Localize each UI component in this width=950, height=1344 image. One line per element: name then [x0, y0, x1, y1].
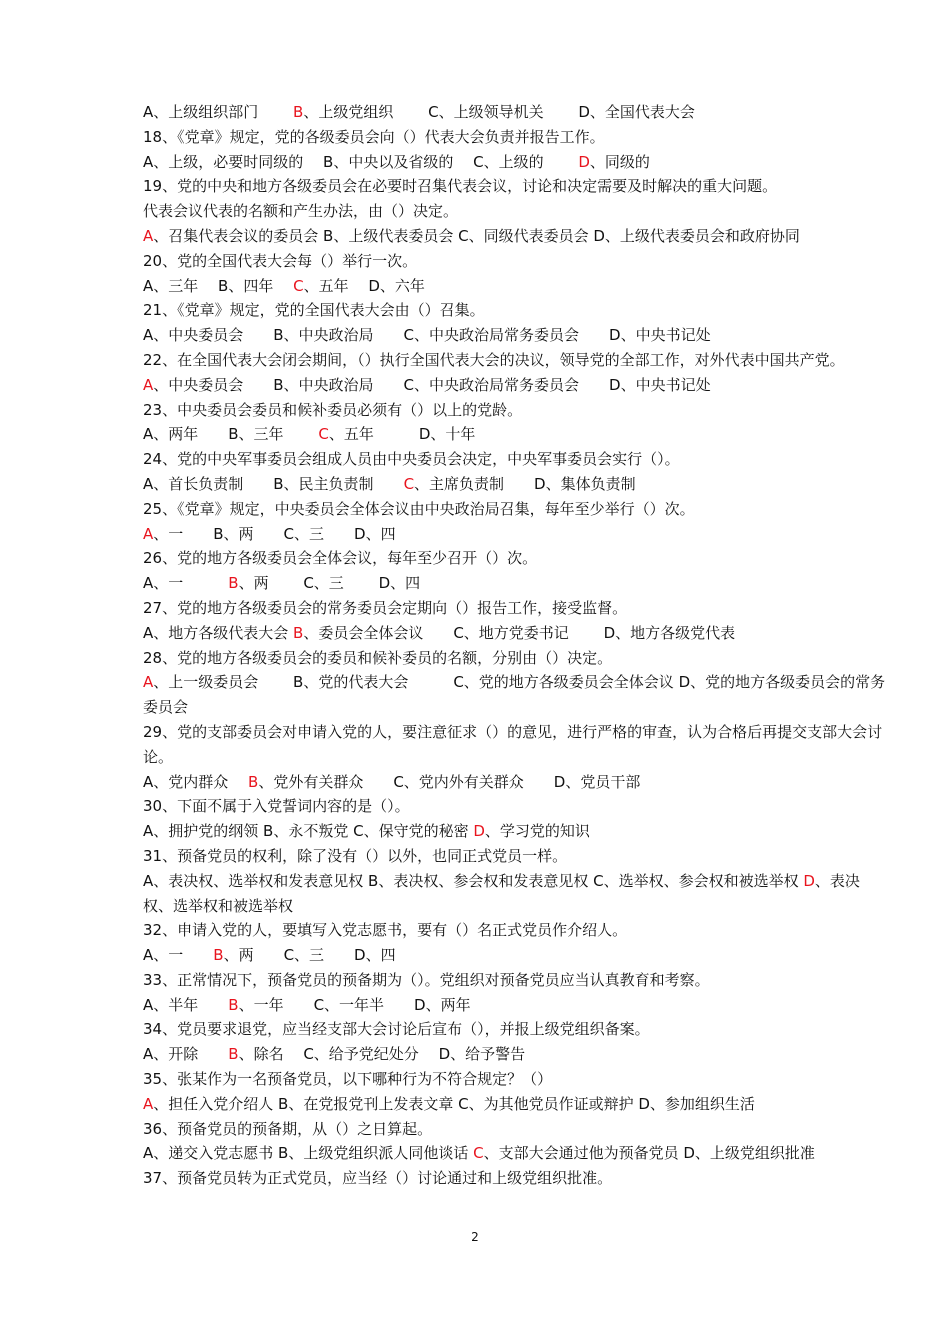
text-line: [143, 125, 888, 150]
text-line: [143, 422, 888, 447]
text-segment: 、表决权、选举权和被选举权: [143, 871, 860, 915]
answer-marker: D: [578, 152, 590, 171]
document-body: [143, 100, 888, 1191]
text-line: [143, 770, 888, 795]
text-line: [143, 546, 888, 571]
text-line: [143, 274, 888, 299]
text-segment: 、同级的: [589, 152, 650, 171]
text-segment: 、中央委员会 B、中央政治局 C、中央政治局常务委员会 D、中央书记处: [153, 375, 711, 394]
text-segment: A、拥护党的纲领 B、永不叛党 C、保守党的秘密: [143, 822, 474, 841]
text-line: [143, 646, 888, 671]
answer-marker: C: [318, 425, 329, 444]
text-line: [143, 472, 888, 497]
answer-marker: A: [143, 673, 154, 692]
text-segment: 、召集代表会议的委员会 B、上级代表委员会 C、同级代表委员会 D、上级代表委员会和政府协同: [153, 226, 800, 245]
text-segment: A、上级组织部门: [143, 103, 294, 121]
text-segment: 25、《党章》规定，中央委员会全体会议由中央政治局召集，每年至少举行（）次。: [143, 499, 695, 518]
text-line: [143, 1141, 888, 1166]
text-segment: 、支部大会通过他为预备党员 D、上级党组织批准: [483, 1144, 815, 1163]
text-line: [143, 1166, 888, 1191]
text-segment: A、中央委员会 B、中央政治局 C、中央政治局常务委员会 D、中央书记处: [143, 326, 711, 345]
text-line: [143, 249, 888, 274]
answer-marker: B: [213, 946, 224, 965]
text-segment: 31、预备党员的权利，除了没有（）以外，也同正式党员一样。: [143, 846, 568, 865]
text-segment: 22、在全国代表大会闭会期间，（）执行全国代表大会的决议，领导党的全部工作，对外代表中国共产党。: [143, 350, 845, 369]
text-segment: 、主席负责制 D、集体负责制: [414, 474, 636, 493]
text-segment: A、表决权、选举权和发表意见权 B、表决权、参会权和发表意见权 C、选举权、参会权和被选举权: [143, 871, 804, 890]
text-line: [143, 199, 888, 224]
text-line: [143, 1067, 888, 1092]
answer-marker: B: [293, 103, 304, 121]
text-segment: 、委员会全体会议 C、地方党委书记 D、地方各级党代表: [303, 623, 736, 642]
answer-marker: A: [143, 375, 154, 394]
answer-marker: B: [228, 1045, 239, 1064]
text-segment: 23、中央委员会委员和候补委员必须有（）以上的党龄。: [143, 400, 523, 419]
answer-marker: C: [293, 276, 304, 295]
answer-marker: C: [403, 474, 415, 493]
text-segment: 、上一级委员会 B、党的代表大会 C、党的地方各级委员会全体会议 D、党的地方各级委员会的常务委员会: [143, 673, 886, 717]
text-segment: 33、正常情况下，预备党员的预备期为（）。党组织对预备党员应当认真教育和考察。: [143, 970, 710, 989]
text-segment: 34、党员要求退党，应当经支部大会讨论后宣布（），并报上级党组织备案。: [143, 1020, 650, 1039]
text-line: [143, 174, 888, 199]
text-segment: 、党外有关群众 C、党内外有关群众 D、党员干部: [258, 772, 641, 791]
text-segment: 18、《党章》规定，党的各级委员会向（）代表大会负责并报告工作。: [143, 127, 605, 146]
text-line: [143, 522, 888, 547]
text-line: [143, 819, 888, 844]
text-line: [143, 918, 888, 943]
text-segment: 30、下面不属于入党誓词内容的是（）。: [143, 797, 410, 816]
text-line: [143, 1017, 888, 1042]
text-segment: 、一年 C、一年半 D、两年: [238, 995, 471, 1014]
answer-marker: B: [248, 772, 259, 791]
text-line: [143, 596, 888, 621]
text-segment: 、两 C、三 D、四: [223, 946, 396, 965]
text-line: [143, 298, 888, 323]
text-segment: 、学习党的知识: [484, 822, 590, 841]
text-segment: 、五年 D、六年: [303, 276, 425, 295]
text-line: [143, 943, 888, 968]
text-segment: 、五年 D、十年: [328, 425, 476, 444]
text-line: [143, 100, 888, 125]
text-line: [143, 497, 888, 522]
text-segment: A、递交入党志愿书 B、上级党组织派人同他谈话: [143, 1144, 474, 1163]
answer-marker: A: [143, 524, 154, 543]
text-segment: 19、党的中央和地方各级委员会在必要时召集代表会议，讨论和决定需要及时解决的重大问题。: [143, 177, 778, 196]
text-line: [143, 968, 888, 993]
text-line: [143, 447, 888, 472]
text-segment: 35、张某作为一名预备党员，以下哪种行为不符合规定？（）: [143, 1070, 553, 1089]
text-segment: A、地方各级代表大会: [143, 623, 294, 642]
answer-marker: B: [228, 995, 239, 1014]
text-segment: 32、申请入党的人，要填写入党志愿书，要有（）名正式党员作介绍人。: [143, 921, 628, 940]
text-line: [143, 670, 888, 720]
answer-marker: D: [473, 822, 485, 841]
text-segment: 29、党的支部委员会对申请入党的人，要注意征求（）的意见，进行严格的审查，认为合格后再提交支部大会讨论。: [143, 722, 883, 766]
text-segment: 28、党的地方各级委员会的委员和候补委员的名额，分别由（）决定。: [143, 648, 613, 667]
text-segment: 、除名 C、给予党纪处分 D、给予警告: [238, 1045, 526, 1064]
answer-marker: C: [473, 1144, 484, 1163]
text-line: [143, 571, 888, 596]
text-line: [143, 1117, 888, 1142]
text-line: [143, 348, 888, 373]
text-segment: A、党内群众: [143, 772, 249, 791]
text-segment: 37、预备党员转为正式党员，应当经（）讨论通过和上级党组织批准。: [143, 1169, 613, 1188]
text-line: [143, 621, 888, 646]
text-segment: A、两年 B、三年: [143, 425, 319, 444]
text-segment: 、担任入党介绍人 B、在党报党刊上发表文章 C、为其他党员作证或辩护 D、参加组织生活: [153, 1094, 755, 1113]
text-line: [143, 869, 888, 919]
text-segment: 代表会议代表的名额和产生办法，由（）决定。: [143, 202, 459, 221]
text-segment: 36、预备党员的预备期，从（）之日算起。: [143, 1119, 433, 1138]
text-line: [143, 844, 888, 869]
page-number: 2: [471, 1230, 479, 1244]
text-segment: A、开除: [143, 1045, 229, 1064]
text-line: [143, 720, 888, 770]
text-segment: A、一: [143, 574, 229, 593]
text-segment: A、首长负责制 B、民主负责制: [143, 474, 404, 493]
text-line: [143, 794, 888, 819]
text-line: [143, 373, 888, 398]
answer-marker: A: [143, 226, 154, 245]
text-segment: 、两 C、三 D、四: [238, 574, 421, 593]
text-segment: 、上级党组织 C、上级领导机关 D、全国代表大会: [303, 103, 695, 121]
text-line: [143, 993, 888, 1018]
text-line: [143, 398, 888, 423]
text-line: [143, 1042, 888, 1067]
text-segment: 20、党的全国代表大会每（）举行一次。: [143, 251, 418, 270]
text-segment: 、一 B、两 C、三 D、四: [153, 524, 396, 543]
text-segment: 24、党的中央军事委员会组成人员由中央委员会决定，中央军事委员会实行（）。: [143, 450, 680, 469]
text-segment: A、一: [143, 946, 214, 965]
text-segment: 26、党的地方各级委员会全体会议，每年至少召开（）次。: [143, 549, 538, 568]
answer-marker: B: [293, 623, 304, 642]
answer-marker: B: [228, 574, 239, 593]
text-segment: 27、党的地方各级委员会的常务委员会定期向（）报告工作，接受监督。: [143, 598, 628, 617]
text-line: [143, 1092, 888, 1117]
text-segment: A、半年: [143, 995, 229, 1014]
text-line: [143, 323, 888, 348]
text-segment: 21、《党章》规定，党的全国代表大会由（）召集。: [143, 301, 485, 320]
answer-marker: D: [803, 871, 815, 890]
text-segment: A、三年 B、四年: [143, 276, 294, 295]
answer-marker: A: [143, 1094, 154, 1113]
text-segment: A、上级，必要时同级的 B、中央以及省级的 C、上级的: [143, 152, 579, 171]
text-line: [143, 150, 888, 175]
text-line: [143, 224, 888, 249]
